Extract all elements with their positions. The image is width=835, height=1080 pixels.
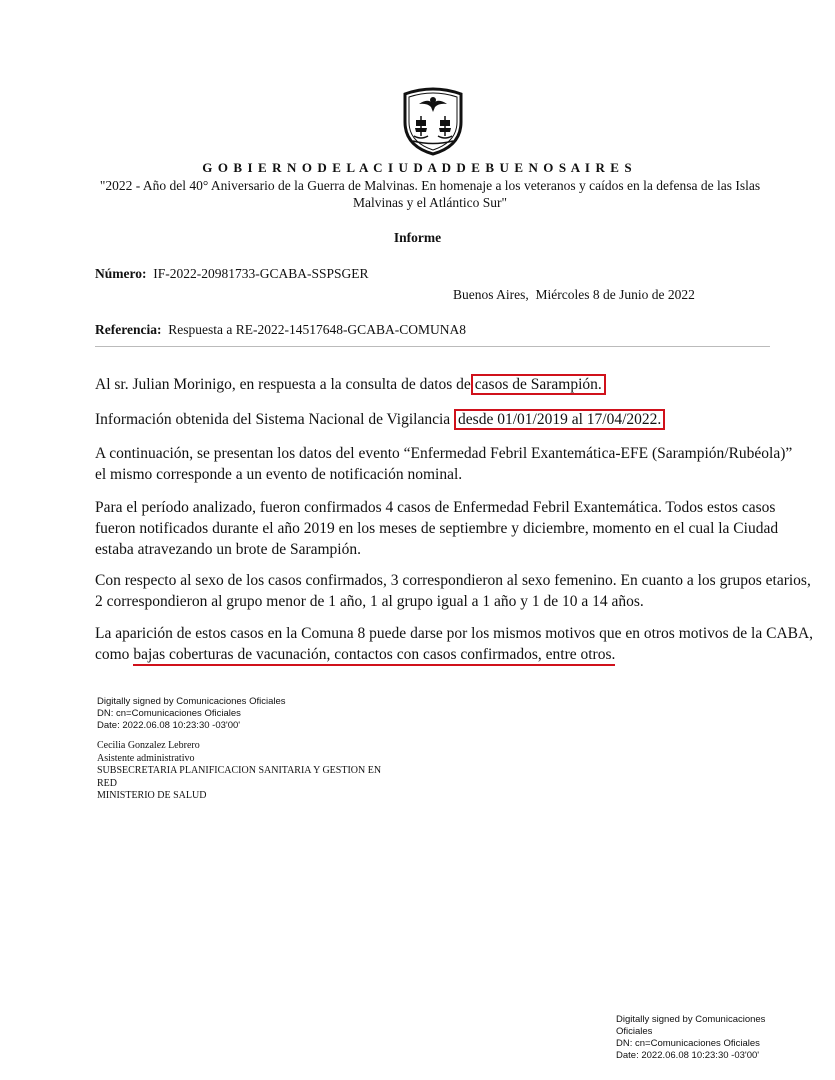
referencia-label: Referencia: <box>95 322 162 337</box>
digital-signature-block <box>97 696 286 732</box>
signer-name: Cecilia Gonzalez Lebrero <box>97 740 200 751</box>
paragraph-1 <box>95 374 815 395</box>
p1-text: Al sr. Julian Morinigo, en respuesta a la consulta de datos de <box>95 376 471 393</box>
footer-signature-line-2: Oficiales <box>616 1026 653 1037</box>
signature-line-2: DN: cn=Comunicaciones Oficiales <box>97 708 241 719</box>
city-coat-of-arms-emblem <box>401 86 465 156</box>
signature-line-1: Digitally signed by Comunicaciones Oficiales <box>97 696 286 707</box>
signer-role: Asistente administrativo <box>97 752 195 764</box>
year-motto: "2022 - Año del 40° Aniversario de la Guerra de Malvinas. En homenaje a los veteranos y caídos en la defensa de las Islas Malvinas y el Atlántico Sur" <box>99 178 761 210</box>
document-number <box>95 266 369 282</box>
p6-text: La aparición de estos casos en la Comuna 8 puede darse por los mismos motivos que en otros motivos de la CABA, como <box>95 625 814 663</box>
numero-label: Número: <box>95 266 147 281</box>
paragraph-6 <box>95 623 820 665</box>
signature-line-3: Date: 2022.06.08 10:23:30 -03'00' <box>97 720 241 731</box>
p1-highlight-box: casos de Sarampión. <box>471 374 606 395</box>
signer-block <box>97 740 381 803</box>
reference <box>95 322 466 338</box>
referencia-value: Respuesta a RE-2022-14517648-GCABA-COMUNA8 <box>168 322 466 337</box>
signer-ministry: MINISTERIO DE SALUD <box>97 790 207 801</box>
paragraph-5: Con respecto al sexo de los casos confirmados, 3 correspondieron al sexo femenino. En cuanto a los grupos etarios, 2 correspondieron al grupo menor de 1 año, 1 al grupo igual a 1 año y 1 de 10 a 14 años. <box>95 572 811 610</box>
footer-digital-signature <box>616 1014 816 1062</box>
p2-text: Información obtenida del Sistema Nacional de Vigilancia <box>95 411 451 428</box>
document-type-heading: Informe <box>393 230 442 245</box>
p2-highlight-box: desde 01/01/2019 al 17/04/2022. <box>454 409 665 430</box>
government-title: G O B I E R N O D E L A C I U D A D D E B U E N O S A I R E S <box>202 160 633 175</box>
footer-signature-line-4: Date: 2022.06.08 10:23:30 -03'00' <box>616 1050 760 1061</box>
p6-highlight-underline: bajas coberturas de vacunación, contactos con casos confirmados, entre otros. <box>133 646 615 666</box>
header-divider <box>95 346 770 347</box>
signer-department-2: RED <box>97 777 117 789</box>
footer-signature-line-3: DN: cn=Comunicaciones Oficiales <box>616 1038 760 1049</box>
signer-department-1: SUBSECRETARIA PLANIFICACION SANITARIA Y GESTION EN <box>97 765 382 776</box>
paragraph-4: Para el período analizado, fueron confirmados 4 casos de Enfermedad Febril Exantemática. Todos estos casos fueron notificados durante el año 2019 en los meses de septiembre y diciembre, momento en el cual la Ciudad estaba atravezando un brote de Sarampión. <box>95 499 779 558</box>
place-and-date: Buenos Aires, Miércoles 8 de Junio de 2022 <box>453 287 695 302</box>
paragraph-3: A continuación, se presentan los datos del evento “Enfermedad Febril Exantemática-EFE (Sarampión/Rubéola)” el mismo corresponde a un evento de notificación nominal. <box>95 445 793 483</box>
footer-signature-line-1: Digitally signed by Comunicaciones <box>616 1014 766 1025</box>
numero-value: IF-2022-20981733-GCABA-SSPSGER <box>153 266 369 281</box>
paragraph-2 <box>95 409 815 430</box>
